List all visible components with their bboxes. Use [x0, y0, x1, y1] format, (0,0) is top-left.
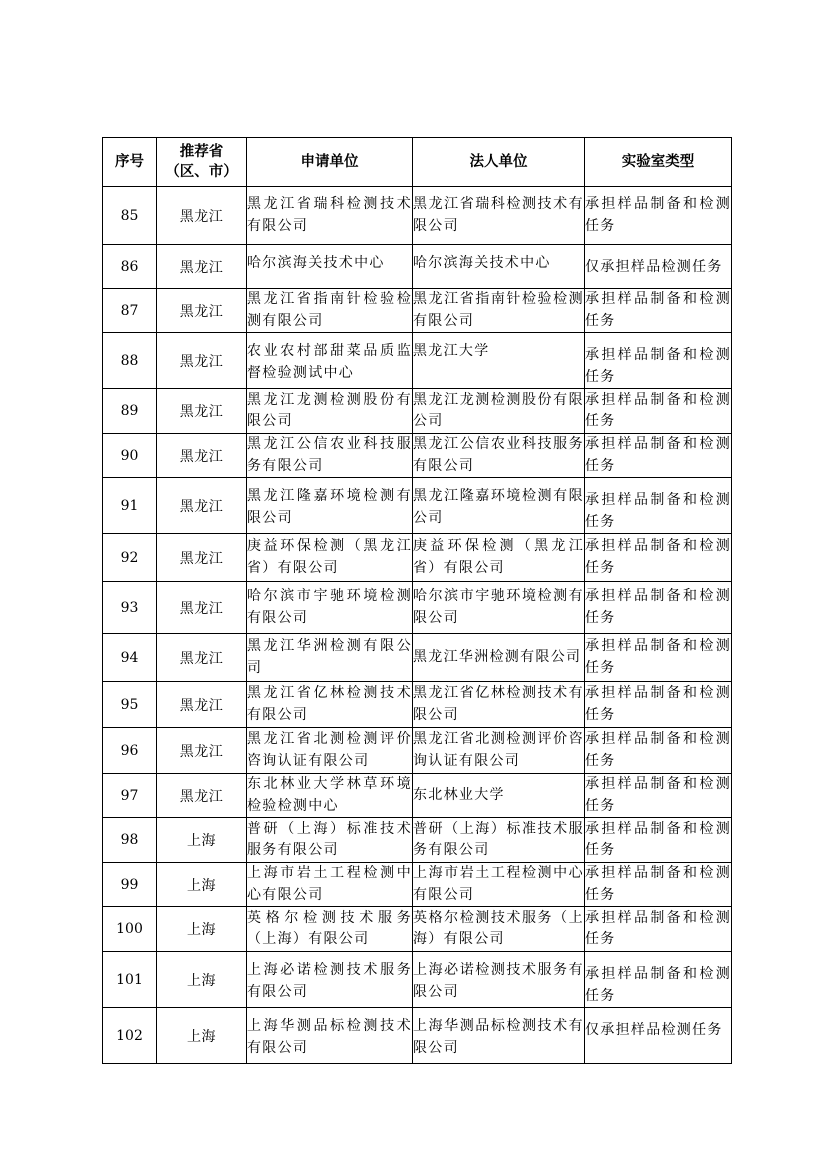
row-legal: 英格尔检测技术服务（上海）有限公司 [413, 907, 585, 952]
row-legal: 黑龙江省瑞科检测技术有限公司 [413, 187, 585, 245]
header-legal: 法人单位 [413, 138, 585, 187]
table-row [103, 774, 732, 818]
row-applicant: 哈尔滨海关技术中心 [247, 245, 413, 289]
row-type: 承担样品制备和检测任务 [585, 534, 732, 582]
row-legal: 黑龙江龙测检测股份有限公司 [413, 389, 585, 434]
row-type: 仅承担样品检测任务 [585, 245, 732, 289]
row-type: 承担样品制备和检测任务 [585, 907, 732, 952]
table-row [103, 682, 732, 728]
row-applicant: 黑龙江省北测检测评价咨询认证有限公司 [247, 728, 413, 774]
row-legal: 黑龙江大学 [413, 333, 585, 389]
row-province: 黑龙江 [157, 333, 247, 389]
header-applicant: 申请单位 [247, 138, 413, 187]
row-province: 上海 [157, 952, 247, 1008]
row-legal: 黑龙江省北测检测评价咨询认证有限公司 [413, 728, 585, 774]
row-type: 承担样品制备和检测任务 [585, 863, 732, 907]
row-applicant: 上海市岩土工程检测中心有限公司 [247, 863, 413, 907]
table-body [103, 187, 732, 1064]
row-type: 承担样品制备和检测任务 [585, 434, 732, 478]
row-legal: 上海必诺检测技术服务有限公司 [413, 952, 585, 1008]
row-legal: 黑龙江华洲检测有限公司 [413, 634, 585, 682]
table-row [103, 634, 732, 682]
table-row [103, 333, 732, 389]
table-row [103, 1008, 732, 1064]
row-seq: 92 [103, 534, 157, 582]
row-applicant: 上海必诺检测技术服务有限公司 [247, 952, 413, 1008]
row-seq: 86 [103, 245, 157, 289]
row-seq: 93 [103, 582, 157, 634]
row-seq: 97 [103, 774, 157, 818]
table-row [103, 907, 732, 952]
table-row [103, 187, 732, 245]
row-seq: 96 [103, 728, 157, 774]
row-legal: 普研（上海）标准技术服务有限公司 [413, 818, 585, 863]
row-province: 上海 [157, 1008, 247, 1064]
table-row [103, 728, 732, 774]
row-applicant: 庚益环保检测（黑龙江省）有限公司 [247, 534, 413, 582]
row-legal: 庚益环保检测（黑龙江省）有限公司 [413, 534, 585, 582]
row-legal: 上海市岩土工程检测中心有限公司 [413, 863, 585, 907]
header-seq: 序号 [103, 138, 157, 187]
row-applicant: 东北林业大学林草环境检验检测中心 [247, 774, 413, 818]
row-seq: 89 [103, 389, 157, 434]
row-applicant: 黑龙江省瑞科检测技术有限公司 [247, 187, 413, 245]
row-applicant: 黑龙江公信农业科技服务有限公司 [247, 434, 413, 478]
row-seq: 88 [103, 333, 157, 389]
row-seq: 98 [103, 818, 157, 863]
table-row [103, 952, 732, 1008]
row-applicant: 英格尔检测技术服务（上海）有限公司 [247, 907, 413, 952]
row-seq: 102 [103, 1008, 157, 1064]
row-applicant: 黑龙江省指南针检验检测有限公司 [247, 289, 413, 333]
row-province: 黑龙江 [157, 434, 247, 478]
row-legal: 上海华测品标检测技术有限公司 [413, 1008, 585, 1064]
row-province: 黑龙江 [157, 289, 247, 333]
row-legal: 哈尔滨市宇驰环境检测有限公司 [413, 582, 585, 634]
row-applicant: 黑龙江隆嘉环境检测有限公司 [247, 478, 413, 534]
row-seq: 85 [103, 187, 157, 245]
row-legal: 黑龙江公信农业科技服务有限公司 [413, 434, 585, 478]
row-type: 承担样品制备和检测任务 [585, 728, 732, 774]
table-row [103, 389, 732, 434]
row-type: 承担样品制备和检测任务 [585, 333, 732, 389]
row-province: 黑龙江 [157, 478, 247, 534]
row-seq: 101 [103, 952, 157, 1008]
header-type: 实验室类型 [585, 138, 732, 187]
row-legal: 黑龙江省亿林检测技术有限公司 [413, 682, 585, 728]
row-province: 上海 [157, 863, 247, 907]
row-seq: 87 [103, 289, 157, 333]
row-applicant: 上海华测品标检测技术有限公司 [247, 1008, 413, 1064]
table-row [103, 478, 732, 534]
row-seq: 99 [103, 863, 157, 907]
row-type: 仅承担样品检测任务 [585, 1008, 732, 1064]
row-province: 黑龙江 [157, 774, 247, 818]
row-type: 承担样品制备和检测任务 [585, 952, 732, 1008]
row-type: 承担样品制备和检测任务 [585, 289, 732, 333]
row-type: 承担样品制备和检测任务 [585, 478, 732, 534]
row-type: 承担样品制备和检测任务 [585, 682, 732, 728]
row-type: 承担样品制备和检测任务 [585, 582, 732, 634]
table-row [103, 863, 732, 907]
row-legal: 哈尔滨海关技术中心 [413, 245, 585, 289]
row-applicant: 黑龙江华洲检测有限公司 [247, 634, 413, 682]
lab-table [102, 137, 732, 1064]
row-province: 黑龙江 [157, 534, 247, 582]
row-seq: 91 [103, 478, 157, 534]
row-applicant: 黑龙江省亿林检测技术有限公司 [247, 682, 413, 728]
row-legal: 黑龙江隆嘉环境检测有限公司 [413, 478, 585, 534]
row-type: 承担样品制备和检测任务 [585, 818, 732, 863]
row-applicant: 农业农村部甜菜品质监督检验测试中心 [247, 333, 413, 389]
header-province [157, 138, 247, 187]
header-row [103, 138, 732, 187]
table-row [103, 582, 732, 634]
table-row [103, 289, 732, 333]
row-province: 上海 [157, 818, 247, 863]
row-seq: 94 [103, 634, 157, 682]
row-type: 承担样品制备和检测任务 [585, 634, 732, 682]
table-row [103, 434, 732, 478]
row-applicant: 黑龙江龙测检测股份有限公司 [247, 389, 413, 434]
row-province: 黑龙江 [157, 245, 247, 289]
table-row [103, 245, 732, 289]
row-seq: 95 [103, 682, 157, 728]
row-province: 黑龙江 [157, 582, 247, 634]
header-province-line1: 推荐省 [179, 144, 224, 160]
row-applicant: 哈尔滨市宇驰环境检测有限公司 [247, 582, 413, 634]
row-province: 黑龙江 [157, 389, 247, 434]
row-legal: 黑龙江省指南针检验检测有限公司 [413, 289, 585, 333]
header-province-line2: （区、市） [165, 164, 238, 180]
row-province: 上海 [157, 907, 247, 952]
row-legal: 东北林业大学 [413, 774, 585, 818]
row-type: 承担样品制备和检测任务 [585, 187, 732, 245]
row-type: 承担样品制备和检测任务 [585, 774, 732, 818]
row-seq: 100 [103, 907, 157, 952]
table-row [103, 534, 732, 582]
row-province: 黑龙江 [157, 682, 247, 728]
row-type: 承担样品制备和检测任务 [585, 389, 732, 434]
row-province: 黑龙江 [157, 634, 247, 682]
row-province: 黑龙江 [157, 728, 247, 774]
table-row [103, 818, 732, 863]
row-applicant: 普研（上海）标准技术服务有限公司 [247, 818, 413, 863]
row-seq: 90 [103, 434, 157, 478]
row-province: 黑龙江 [157, 187, 247, 245]
